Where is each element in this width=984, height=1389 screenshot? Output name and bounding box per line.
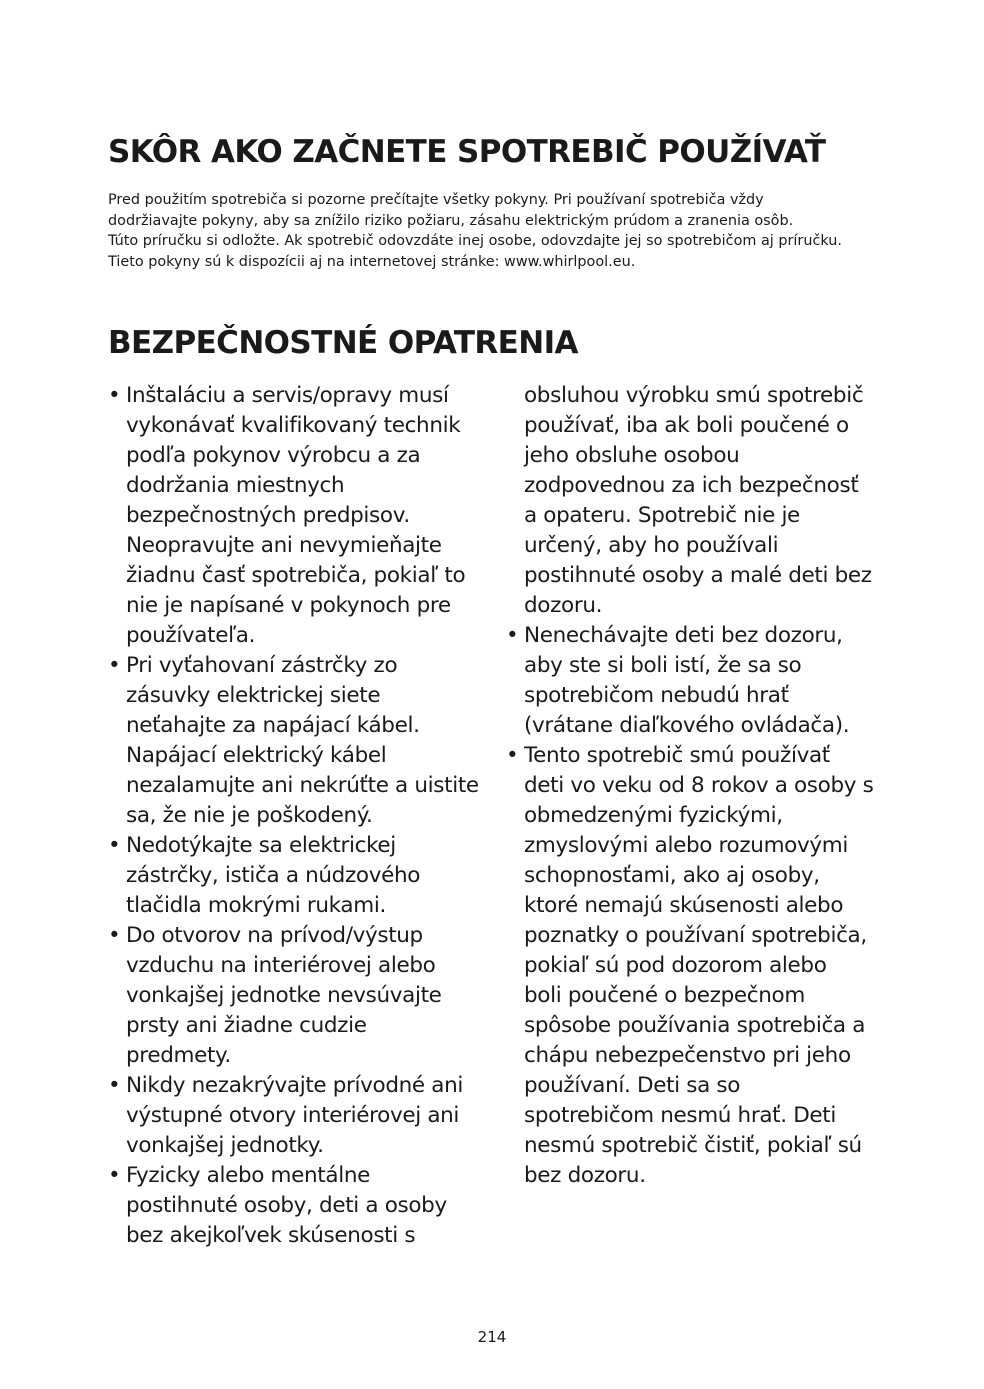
text-line: zástrčky, ističa a núdzového xyxy=(126,863,421,888)
text-line: používaní. Deti sa so xyxy=(524,1073,741,1098)
page-number: 214 xyxy=(477,1328,507,1346)
text-line: jeho obsluhe osobou xyxy=(524,443,740,468)
text-line: obmedzenými fyzickými, xyxy=(524,803,783,828)
text-line: Nenechávajte deti bez dozoru, xyxy=(524,623,843,648)
text-line: aby ste si boli istí, že sa so xyxy=(524,653,802,678)
heading-before-use: SKÔR AKO ZAČNETE SPOTREBIČ POUŽÍVAŤ xyxy=(108,134,826,170)
text-line: prsty ani žiadne cudzie xyxy=(126,1013,367,1038)
bullet-dot-icon: • xyxy=(108,653,121,678)
text-line: nesmú spotrebič čistiť, pokiaľ sú xyxy=(524,1133,862,1158)
intro-line: Pred použitím spotrebiča si pozorne prečítajte všetky pokyny. Pri používaní spotrebiča vždy xyxy=(108,192,764,208)
text-line: pokiaľ sú pod dozorom alebo xyxy=(524,953,827,978)
text-line: nie je napísané v pokynoch pre xyxy=(126,593,451,618)
text-line: používateľa. xyxy=(126,623,256,648)
text-line: spotrebičom nesmú hrať. Deti xyxy=(524,1103,836,1128)
text-line: žiadnu časť spotrebiča, pokiaľ to xyxy=(126,563,466,588)
text-line: zodpovednou za ich bezpečnosť xyxy=(524,473,859,498)
intro-paragraph xyxy=(108,190,888,272)
left-column xyxy=(108,381,488,1251)
bullet-item xyxy=(108,1071,488,1161)
bullet-dot-icon: • xyxy=(108,1073,121,1098)
text-line: Do otvorov na prívod/výstup xyxy=(126,923,423,948)
text-line: poznatky o používaní spotrebiča, xyxy=(524,923,867,948)
bullet-item xyxy=(108,1161,488,1251)
heading-safety-precautions: BEZPEČNOSTNÉ OPATRENIA xyxy=(108,325,578,361)
text-line: nezalamujte ani nekrúťte a uistite xyxy=(126,773,479,798)
text-line: vykonávať kvalifikovaný technik xyxy=(126,413,461,438)
text-line: Neopravujte ani nevymieňajte xyxy=(126,533,442,558)
text-line: schopnosťami, ako aj osoby, xyxy=(524,863,820,888)
intro-line: Tieto pokyny sú k dispozícii aj na internetovej stránke: www.whirlpool.eu. xyxy=(108,253,636,270)
text-line: Pri vyťahovaní zástrčky zo xyxy=(126,653,398,678)
text-line: vonkajšej jednotky. xyxy=(126,1133,324,1158)
text-line: Nedotýkajte sa elektrickej xyxy=(126,833,396,858)
text-line: zmyslovými alebo rozumovými xyxy=(524,833,848,858)
bullet-item xyxy=(108,651,488,831)
text-line: Nikdy nezakrývajte prívodné ani xyxy=(126,1073,464,1098)
text-line: predmety. xyxy=(126,1043,231,1068)
text-line: používať, iba ak boli poučené o xyxy=(524,413,849,438)
text-line: boli poučené o bezpečnom xyxy=(524,983,805,1008)
text-line: postihnuté osoby, deti a osoby xyxy=(126,1193,447,1218)
text-line: bezpečnostných predpisov. xyxy=(126,503,410,528)
text-line: postihnuté osoby a malé deti bez xyxy=(524,563,872,588)
text-line: ktoré nemajú skúsenosti alebo xyxy=(524,893,844,918)
text-line: vonkajšej jednotke nevsúvajte xyxy=(126,983,442,1008)
bullet-item xyxy=(506,741,886,1191)
text-line: podľa pokynov výrobcu a za xyxy=(126,443,421,468)
text-line: Tento spotrebič smú používať xyxy=(524,743,830,768)
bullet-item xyxy=(108,831,488,921)
bullet-item xyxy=(108,381,488,651)
bullet-dot-icon: • xyxy=(108,383,121,408)
text-line: určený, aby ho používali xyxy=(524,533,779,558)
right-column xyxy=(506,381,886,1191)
text-line: Napájací elektrický kábel xyxy=(126,743,387,768)
bullet-item xyxy=(108,921,488,1071)
text-line: bez akejkoľvek skúsenosti s xyxy=(126,1223,416,1248)
text-line: dodržania miestnych xyxy=(126,473,345,498)
text-line: zásuvky elektrickej siete xyxy=(126,683,381,708)
text-line: (vrátane diaľkového ovládača). xyxy=(524,713,850,738)
text-line: bez dozoru. xyxy=(524,1163,646,1188)
text-line: dozoru. xyxy=(524,593,603,618)
bullet-dot-icon: • xyxy=(506,623,519,648)
text-line: chápu nebezpečenstvo pri jeho xyxy=(524,1043,851,1068)
text-line: výstupné otvory interiérovej ani xyxy=(126,1103,460,1128)
bullet-dot-icon: • xyxy=(108,1163,121,1188)
intro-line: Túto príručku si odložte. Ak spotrebič odovzdáte inej osobe, odovzdajte jej so spotrebičom aj príručku. xyxy=(108,233,842,249)
text-line: a opateru. Spotrebič nie je xyxy=(524,503,800,528)
text-line: deti vo veku od 8 rokov a osoby s xyxy=(524,773,874,798)
text-line: sa, že nie je poškodený. xyxy=(126,803,373,828)
text-line: Fyzicky alebo mentálne xyxy=(126,1163,370,1188)
text-line: obsluhou výrobku smú spotrebič xyxy=(524,383,864,408)
bullet-continuation xyxy=(506,381,886,621)
bullet-item xyxy=(506,621,886,741)
text-line: neťahajte za napájací kábel. xyxy=(126,713,420,738)
intro-line: dodržiavajte pokyny, aby sa znížilo riziko požiaru, zásahu elektrickým prúdom a zranenia osôb. xyxy=(108,212,794,229)
text-line: Inštaláciu a servis/opravy musí xyxy=(126,383,449,408)
text-line: tlačidla mokrými rukami. xyxy=(126,893,386,918)
bullet-dot-icon: • xyxy=(108,923,121,948)
text-line: vzduchu na interiérovej alebo xyxy=(126,953,436,978)
text-line: spotrebičom nebudú hrať xyxy=(524,683,789,708)
text-line: spôsobe používania spotrebiča a xyxy=(524,1013,866,1038)
bullet-dot-icon: • xyxy=(108,833,121,858)
bullet-dot-icon: • xyxy=(506,743,519,768)
